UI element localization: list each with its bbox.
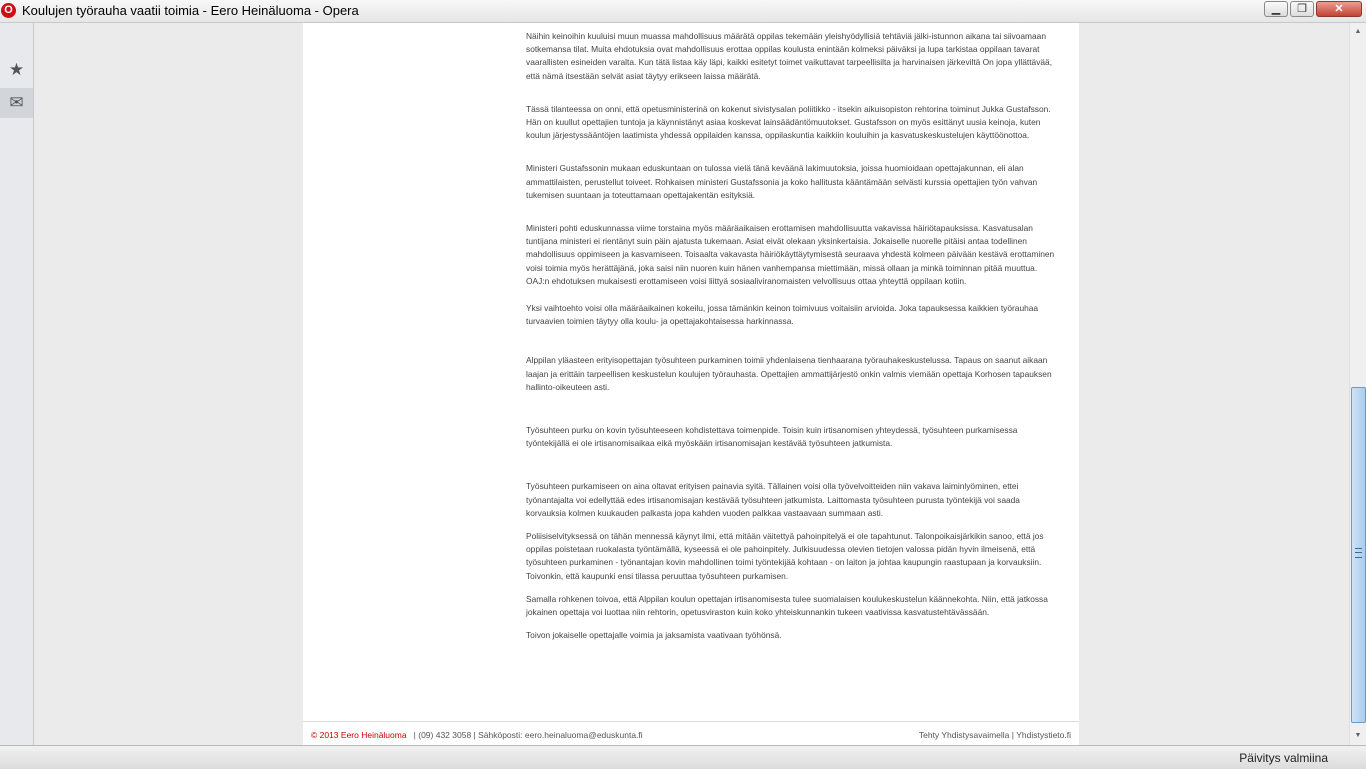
scrollbar-grip-icon: [1355, 548, 1362, 558]
footer-contact: | (09) 432 3058 | Sähköposti: eero.heinaluoma@eduskunta.fi: [413, 730, 643, 740]
bookmarks-panel-button[interactable]: [0, 55, 33, 85]
status-bar: [0, 745, 1366, 769]
close-button[interactable]: [1316, 1, 1362, 17]
window-titlebar: [0, 0, 1366, 23]
article-paragraph: Toivon jokaiselle opettajalle voimia ja jaksamista vaativaan työhönsä.: [526, 630, 782, 641]
panel-sidebar: [0, 23, 34, 745]
scrollbar-thumb[interactable]: [1351, 387, 1366, 723]
article-paragraph: Alppilan yläasteen erityisopettajan työsuhteen purkaminen toimii yhdenlaisena tienhaarana työrauhakeskustelussa. Tapaus on saanut aikaan laajan ja erittäin tarpeellisen keskustelun koulujen työrauhasta. Opettajien ammattijärjestö onkin valmis viemään opettaja Korhosen tapauksen hallinto-oikeuteen asti.: [526, 355, 1052, 392]
article-paragraph: Ministeri pohti eduskunnassa viime torstaina myös määräaikaisen erottamisen mahdollisuutta vakavissa häiriötapauksissa. Kasvatusalan tuntijana ministeri ei rientänyt suin päin ajatusta tukemaan. Asiat eivät olekaan yksinkertaisia. Jokaiselle nuorelle pitäisi antaa todellinen mahdollisuus oppimiseen ja kasvamiseen. Toisaalta vakavasta häiriökäyttäytymisestä seuraava yhdestä kolmeen päivään kestävä erottaminen voisi toimia myös herättäjänä, joka saisi niin nuoren kuin hänen vanhempansa miettimään, missä ollaan ja minkä toiminnan pitää muuttua. OAJ:n ehdotuksen mukaisesti erottamiseen voisi liittyä sosiaaliviranomaisten velvollisuus ottaa yhteyttä oppilaan kotiin.: [526, 223, 1055, 286]
article-paragraph: Työsuhteen purkamiseen on aina oltavat erityisen painavia syitä. Tällainen voisi olla työvelvoitteiden niin vakava laiminlyöminen, ettei työnantajalta voi edellyttää edes irtisanomisajan kestävää työsuhteen jatkumista. Laittomasta työsuhteen purusta työntekijä voi saada korvauksia kolmen kuukauden palkasta jopa kahden vuoden palkkaa vastaavaan summaan asti.: [526, 481, 1020, 518]
article-paragraph: Yksi vaihtoehto voisi olla määräaikainen kokeilu, jossa tämänkin keinon toimivuus voitaisiin arvioida. Joka tapauksessa kaikkien työrauhaa turvaavien toimien täytyy olla koulu- ja opettajakohtaisessa harkinnassa.: [526, 303, 1039, 327]
window-title: Koulujen työrauha vaatii toimia - Eero Heinäluoma - Opera: [22, 3, 359, 18]
footer-left: [311, 730, 643, 740]
star-icon: ★: [8, 60, 25, 79]
restore-icon: ❐: [1297, 3, 1307, 15]
status-text: Päivitys valmiina: [1239, 751, 1328, 765]
article-paragraph: Työsuhteen purku on kovin työsuhteeseen kohdistettava toimenpide. Toisin kuin irtisanomisen yhteydessä, työsuhteen purkamisessa työntekijällä ei ole irtisanomisaikaa eikä myöskään irtisanomisajan kestävää työsuhteen jatkumista.: [526, 425, 1018, 449]
footer-credit-link[interactable]: Tehty Yhdistysavaimella | Yhdistystieto.fi: [918, 730, 1071, 740]
minimize-button[interactable]: [1264, 1, 1288, 17]
vertical-scrollbar[interactable]: [1349, 23, 1366, 745]
opera-logo-icon[interactable]: O: [1, 3, 16, 18]
article-paragraph: Samalla rohkenen toivoa, että Alppilan koulun opettajan irtisanomisesta tulee suomalaisen koulukeskustelun käännekohta. Niin, että jatkossa jokainen opettaja voi luottaa niin rehtorin, opetusviraston kuin koko yhteiskunnankin tukeen vaativissa kasvatustehtävässään.: [526, 593, 1048, 618]
maximize-button[interactable]: [1290, 1, 1314, 17]
mail-icon: ✉: [9, 93, 24, 112]
minimize-icon: ▁: [1271, 3, 1281, 15]
scroll-up-icon[interactable]: ▲: [1354, 28, 1362, 35]
page-footer: [303, 721, 1079, 745]
article-paragraph: Poliisiselvityksessä on tähän mennessä käynyt ilmi, että mitään väitettyä pahoinpitelyä ei ole tapahtunut. Talonpoikaisjärkikin sanoo, että jos oppilas poistetaan ruokalasta työntämällä, kyseessä ei ole pahoinpitely. Julkisuudessa olevien tietojen valossa pidän hyvin ilmeisenä, että työsuhteen purkaminen - työnantajan kovin mahdollinen toimi työntekijää kohtaan - on laiton ja johtaa kaupungin raastupaan ja korvauksiin. Toivonkin, että kaupunki ensi tilassa peruuttaa työsuhteen purkamisen.: [526, 531, 1044, 581]
article-paragraph: Ministeri Gustafssonin mukaan eduskuntaan on tulossa vielä tänä keväänä lakimuutoksia, joissa huomioidaan opettajakunnan, eli alan ammattilaisten, perustellut toiveet. Rohkaisen ministeri Gustafssonia ja koko hallitusta kääntämään selvästi kurssia opettajien työn vahvan tukemisen suuntaan ja toteuttamaan opettajakentän esityksiä.: [526, 163, 1038, 200]
article-paragraph: Näihin keinoihin kuuluisi muun muassa mahdollisuus määrätä oppilas tekemään yleishyödyllisiä tehtäviä jälki-istunnon aikana tai siivoamaan sotkemansa tilat. Muita ehdotuksia ovat mahdollisuus erottaa oppilas koulusta enintään kolmeksi päiväksi ja lupa tarkistaa oppilaan tavarat vaarallisten esineiden varalta. Kun tätä listaa käy läpi, kaikki esitetyt toimet vaikuttavat tarpeellisilta ja harvinaisen järkeviltä On jopa yllättävää, että nämä itsestään selvät asiat täytyy erikseen laissa määrätä.: [526, 31, 1053, 81]
page-container: [303, 23, 1079, 745]
footer-copyright-link[interactable]: © 2013 Eero Heinäluoma: [311, 730, 407, 740]
mail-panel-button[interactable]: [0, 88, 33, 118]
article-body: [526, 30, 1058, 643]
scroll-down-icon[interactable]: ▼: [1354, 732, 1362, 739]
web-viewport: [34, 23, 1349, 745]
close-icon: ✕: [1334, 3, 1344, 15]
article-paragraph: Tässä tilanteessa on onni, että opetusministerinä on kokenut sivistysalan poliitikko - itsekin aikuisopiston rehtorina toiminut Jukka Gustafsson. Hän on kuullut opettajien tuntoja ja käynnistänyt asiaa koskevat lainsäädäntömuutokset. Gustafsson on myös esittänyt uusia keinoja, kuten koulun järjestyssääntöjen laatimista yhdessä oppilaiden kanssa, oppilaskuntia kaikkiin kouluihin ja kasvatuskeskustelujen käyttöönottoa.: [526, 103, 1051, 141]
window-controls: [1264, 1, 1362, 18]
